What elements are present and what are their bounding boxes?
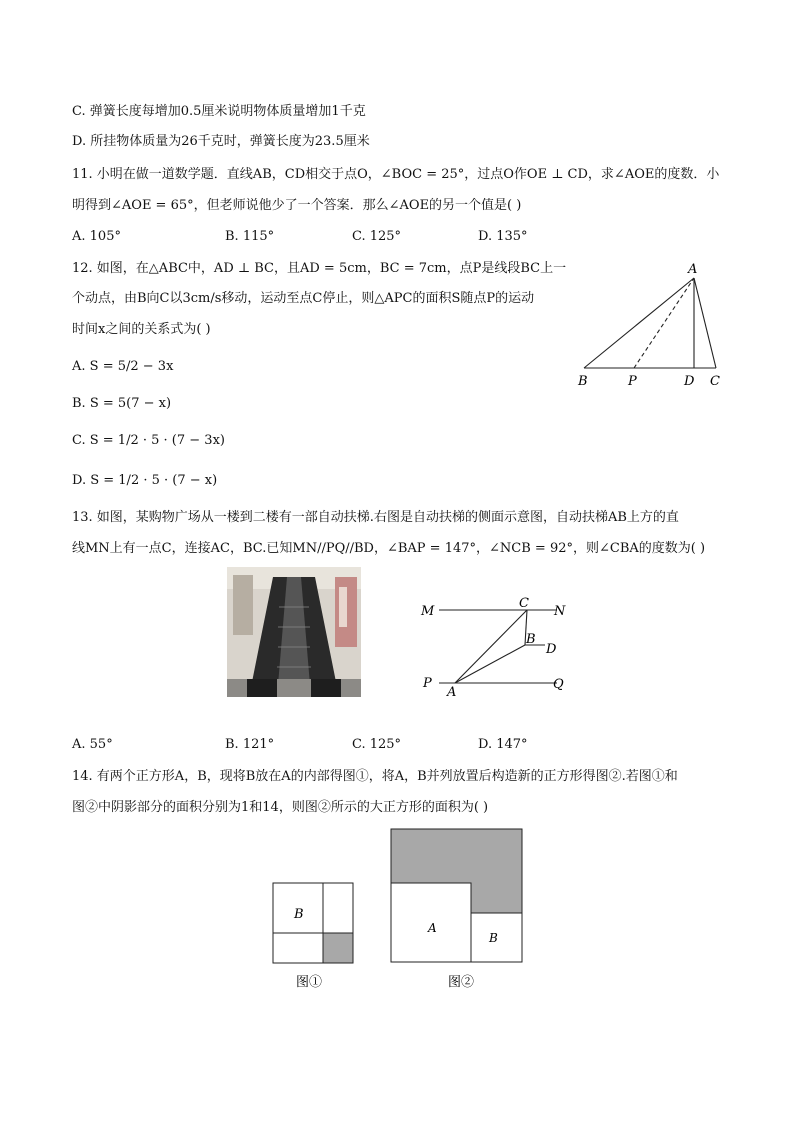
label-a: A (428, 921, 437, 935)
square-figure-2 (388, 826, 528, 996)
q12-text-line3: 时间x之间的关系式为( ) (72, 322, 211, 337)
q11-text-line2: 明得到∠AOE = 65°，但老师说他少了一个答案．那么∠AOE的另一个值是( ) (72, 198, 522, 213)
q13-text-line1: 13. 如图，某购物广场从一楼到二楼有一部自动扶梯.右图是自动扶梯的侧面示意图，自动扶梯AB上方的直 (72, 510, 679, 525)
label-p: P (423, 676, 432, 691)
label-b: B (578, 374, 588, 389)
q14-text-line2: 图②中阴影部分的面积分别为1和14，则图②所示的大正方形的面积为( ) (72, 800, 489, 815)
q12-option-c: C. S = 1/2 · 5 · (7 − 3x) (72, 433, 225, 448)
figure-2-caption: 图② (448, 975, 475, 990)
label-a: A (688, 262, 698, 277)
label-d: D (684, 374, 695, 389)
q13-option-d: D. 147° (478, 737, 528, 752)
triangle-figure (570, 258, 730, 393)
q13-text-line2: 线MN上有一点C，连接AC，BC.已知MN//PQ//BD，∠BAP = 147°，∠NCB = 92°，则∠CBA的度数为( ) (72, 541, 706, 556)
label-c: C (710, 374, 720, 389)
q10-option-c: C. 弹簧长度每增加0.5厘米说明物体质量增加1千克 (72, 104, 366, 119)
q12-option-a: A. S = 5/2 − 3x (72, 359, 174, 374)
q11-text-line1: 11. 小明在做一道数学题．直线AB，CD相交于点O，∠BOC = 25°，过点O作OE ⊥ CD，求∠AOE的度数．小 (72, 167, 720, 182)
label-q: Q (553, 677, 564, 692)
q11-option-c: C. 125° (352, 229, 402, 244)
q14-text-line1: 14. 有两个正方形A，B，现将B放在A的内部得图①，将A，B并列放置后构造新的正方形得图②.若图①和 (72, 769, 678, 784)
label-n: N (554, 604, 566, 619)
label-a: A (447, 685, 457, 700)
label-c: C (519, 596, 529, 611)
square-figure-1 (270, 880, 360, 995)
label-d: D (546, 642, 557, 657)
label-b: B (294, 907, 304, 922)
q11-option-a: A. 105° (72, 229, 121, 244)
q13-option-a: A. 55° (72, 737, 113, 752)
label-p: P (628, 374, 637, 389)
label-b: B (489, 931, 498, 945)
label-m: M (421, 604, 435, 619)
escalator-photo (227, 567, 361, 697)
q12-text-line1: 12. 如图，在△ABC中，AD ⊥ BC，且AD = 5cm，BC = 7cm，点P是线段BC上一 (72, 261, 567, 276)
q10-option-d: D. 所挂物体质量为26千克时，弹簧长度为23.5厘米 (72, 134, 370, 149)
q11-option-b: B. 115° (225, 229, 275, 244)
label-b: B (526, 632, 536, 647)
q11-option-d: D. 135° (478, 229, 528, 244)
q13-option-b: B. 121° (225, 737, 275, 752)
q13-option-c: C. 125° (352, 737, 402, 752)
q12-option-b: B. S = 5(7 − x) (72, 396, 172, 411)
q12-text-line2: 个动点，由B向C以3cm/s移动，运动至点C停止，则△APC的面积S随点P的运动 (72, 291, 535, 306)
figure-1-caption: 图① (296, 975, 323, 990)
escalator-diagram (415, 592, 585, 702)
q12-option-d: D. S = 1/2 · 5 · (7 − x) (72, 473, 218, 488)
